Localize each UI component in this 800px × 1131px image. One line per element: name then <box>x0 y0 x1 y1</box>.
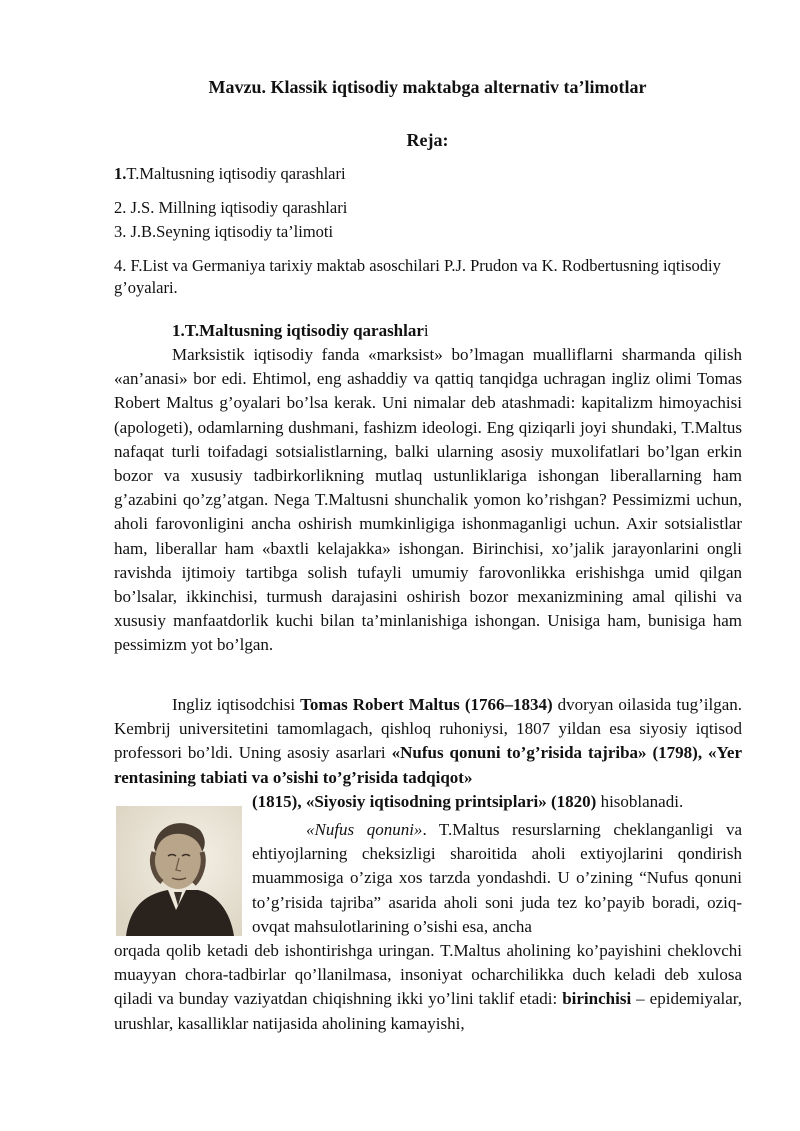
page-title: Mavzu. Klassik iqtisodiy maktabga alternativ ta’limotlar <box>208 77 647 97</box>
plan-item <box>114 163 744 185</box>
plan-item-text: F.List va Germaniya tarixiy maktab asoschilari P.J. Prudon va K. Rodbertusning iqtisodiy g’oyalari. <box>114 256 721 297</box>
plan-heading: Reja: <box>406 130 449 150</box>
plan-item-text: T.Maltusning iqtisodiy qarashlari <box>126 164 346 183</box>
plan-item-number: 2. <box>114 198 127 217</box>
portrait-image <box>116 806 242 936</box>
paragraph-population-law-cont: orqada qolib ketadi deb ishontirishga uringan. T.Maltus aholining ko’payishini cheklovchi muayyan chora-tadbirlar qo’llanilmasa, insoniyat ocharchilikka duch keladi deb xulosa qiladi va bunday vaziyatdan chiqishning ikki yo’lini taklif etadi: birinchisi – epidemiyalar, urushlar, kasalliklar natijasida aholining kamayishi, <box>114 941 742 1033</box>
paragraph-population-law: «Nufus qonuni». T.Maltus resurslarning cheklanganligi va ehtiyojlarning cheksizligi sharoitida aholi extiyojlarini qondirish muammosiga o’ziga xos tarzda yondashdi. U o’zining “Nufus qonuni to’g’risida tajriba” asarida aholi soni juda tez ko’payib boradi, oziq-ovqat mahsulotlarining o’sishi esa, ancha <box>252 820 742 936</box>
paragraph-biography-end: (1815), «Siyosiy iqtisodning printsiplari» (1820) hisoblanadi. <box>252 792 684 811</box>
paragraph-intro: Marksistik iqtisodiy fanda «marksist» bo’lmagan mualliflarni sharmanda qilish «an’anasi» bor edi. Ehtimol, eng ashaddiy va qattiq tanqidga uchragan ingliz olimi Tomas Robert Maltus g’oyalari bo’lsa kerak. Uni nimalar deb atashmadi: kapitalizm himoyachisi (apologeti), odamlarning dushmani, fashizm ideologi. Eng qiziqarli joyi shundaki, T.Maltus nafaqat turli toifadagi sotsialistlarning, balki ularning asosiy muxolifatlari bo’lgan erkin bozor va xususiy tadbirkorlikning mutlaq ustunliklariga ishongan liberallarning ham g’azabini qo’zg’atgan. Nega T.Maltusni shunchalik yomon ko’rishgan? Pessimizmi uchun, aholi farovonligini ancha oshirish mumkinligiga ishonmaganligi uchun. Axir sotsialistlar ham, liberallar ham «baxtli kelajakka» ishongan. Birinchisi, xo’jalik jarayonlarini ongli ravishda ijtimoiy tartibga solish tufayli umumiy farovonlikka erishishga umid qilgan bo’lsalar, ikkinchisi, turmush darajasini oshirish bozor mexanizmining amal qilishi va xususiy manfaatdorlik kuchi bilan ta’minlanishiga ishongan. Unisiga ham, bunisiga ham pessimizm yot bo’lgan. <box>114 345 742 655</box>
plan-item-number: 1. <box>114 164 127 183</box>
paragraph-biography: Ingliz iqtisodchisi Tomas Robert Maltus (1766–1834) dvoryan oilasida tug’ilgan. Kembrij universitetini tamomlagach, qishloq ruhoniysi, 1807 yildan esa siyosiy iqtisod professori bo’ldi. Uning asosiy asarlari «Nufus qonuni to’g’risida tajriba» (1798), «Yer rentasining tabiati va o’sishi to’g’risida tadqiqot» <box>114 695 742 787</box>
plan-item <box>114 197 744 219</box>
plan-item-number: 4. <box>114 256 127 275</box>
plan-item <box>114 221 744 243</box>
plan-item-text: J.S. Millning iqtisodiy qarashlari <box>130 198 348 217</box>
plan-item-text: J.B.Seyning iqtisodiy ta’limoti <box>130 222 334 241</box>
section-heading: 1.T.Maltusning iqtisodiy qarashlari <box>172 321 429 340</box>
plan-item-number: 3. <box>114 222 127 241</box>
plan-item <box>114 255 744 299</box>
